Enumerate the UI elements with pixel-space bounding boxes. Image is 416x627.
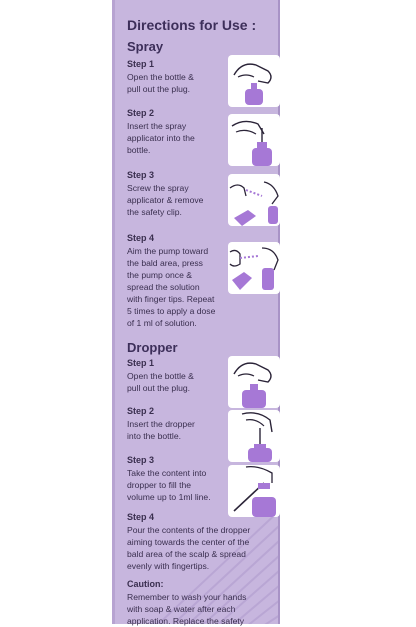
spray-step-2-text: Insert the spray applicator into the bottle. xyxy=(127,121,195,155)
hand-pull-plug-icon xyxy=(228,55,280,107)
spray-step-3-illustration xyxy=(228,174,280,226)
caution-text: Remember to wash your hands with soap & water after each application. Replace the safety xyxy=(127,592,247,626)
dropper-step-3-text: Take the content into dropper to fill the volume up to 1ml line. xyxy=(127,468,211,502)
spray-step-3-text: Screw the spray applicator & remove the safety clip. xyxy=(127,183,204,217)
dropper-heading: Dropper xyxy=(127,340,178,355)
spray-step-2-label: Step 2 xyxy=(127,108,155,118)
dropper-step-1-label: Step 1 xyxy=(127,358,155,368)
hand-press-pump-icon xyxy=(228,242,280,294)
spray-step-1-label: Step 1 xyxy=(127,59,155,69)
dropper-step-3-illustration xyxy=(228,465,280,517)
spray-step-2-illustration xyxy=(228,114,280,166)
dropper-step-2-label: Step 2 xyxy=(127,406,155,416)
spray-heading: Spray xyxy=(127,39,164,54)
panel-fold-left xyxy=(112,0,115,624)
spray-step-4-label: Step 4 xyxy=(127,233,155,243)
directions-title: Directions for Use : xyxy=(127,17,257,33)
dropper-step-2-text: Insert the dropper into the bottle. xyxy=(127,419,195,441)
caution-label: Caution: xyxy=(127,579,164,589)
spray-step-4-illustration xyxy=(228,242,280,294)
hand-screw-applicator-icon xyxy=(228,174,280,226)
spray-step-1-text: Open the bottle & pull out the plug. xyxy=(127,72,194,94)
dropper-step-1-text: Open the bottle & pull out the plug. xyxy=(127,371,194,393)
hand-insert-applicator-icon xyxy=(228,114,280,166)
dropper-fill-icon xyxy=(228,465,280,517)
spray-step-3-label: Step 3 xyxy=(127,170,155,180)
spray-step-1-illustration xyxy=(228,55,280,107)
spray-step-4-text: Aim the pump toward the bald area, press the pump once & spread the solution with finger tips. Repeat 5 times to apply a dose of 1 ml of solution. xyxy=(127,246,216,328)
hand-pull-plug-icon xyxy=(228,356,280,408)
dropper-step-4-label: Step 4 xyxy=(127,512,155,522)
dropper-step-4-text: Pour the contents of the dropper aiming towards the center of the bald area of the scalp & spread evenly with fingertips. xyxy=(127,525,251,571)
dropper-step-3-label: Step 3 xyxy=(127,455,155,465)
dropper-step-1-illustration xyxy=(228,356,280,408)
dropper-step-2-illustration xyxy=(228,410,280,462)
hand-insert-dropper-icon xyxy=(228,410,280,462)
